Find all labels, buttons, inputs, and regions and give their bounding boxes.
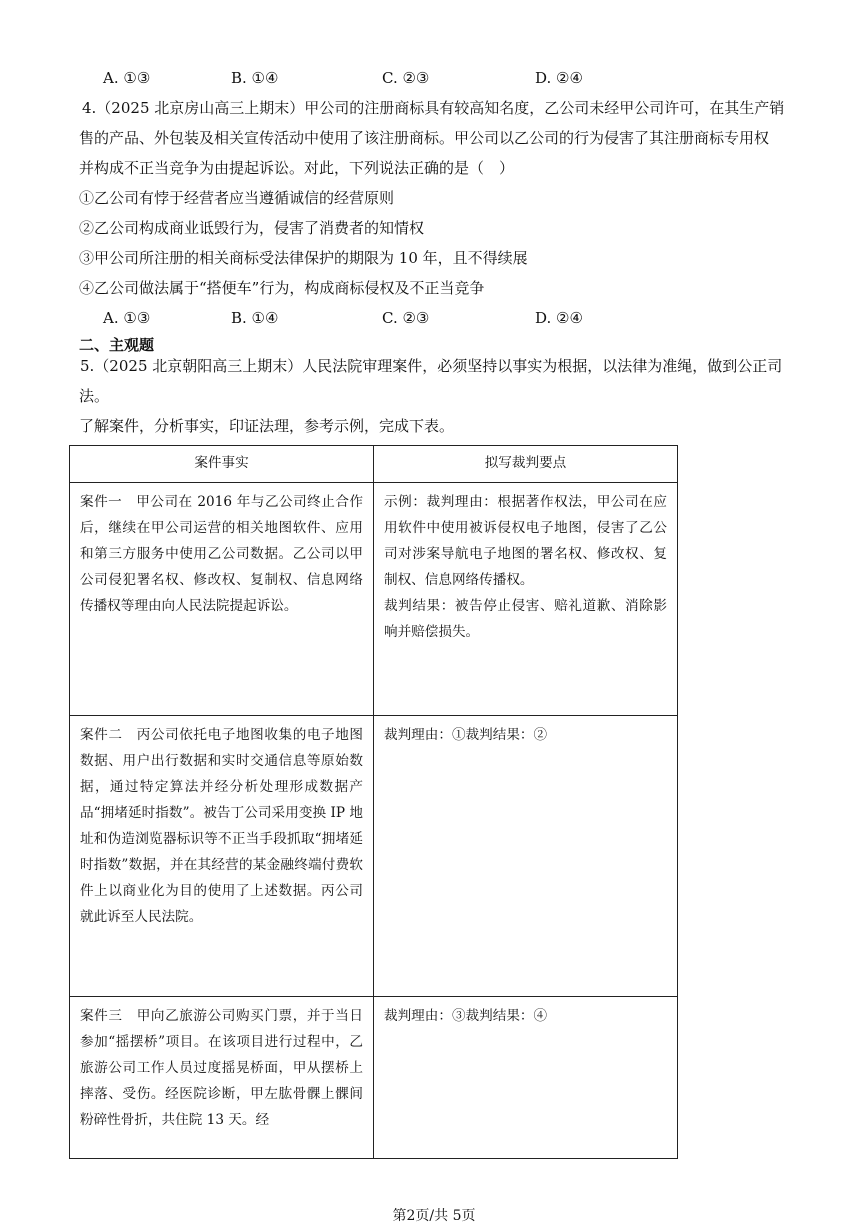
q4-statement-2: ②乙公司构成商业诋毁行为，侵害了消费者的知情权 — [79, 219, 425, 237]
case-1-points — [374, 483, 678, 716]
case-1-result: 裁判结果：被告停止侵害、赔礼道歉、消除影响并赔偿损失。 — [384, 598, 667, 640]
header-ruling-points: 拟写裁判要点 — [374, 446, 678, 483]
case-3-fact: 案件三 甲向乙旅游公司购买门票，并于当日参加“摇摆桥”项目。在该项目进行过程中，乙旅游公司工作人员过度摇晃桥面，甲从摆桥上摔落、受伤。经医院诊断，甲左肱骨髁上髁间粉碎性骨折，共住院 13 天。经 — [70, 997, 374, 1159]
q4-option-d: D. ②④ — [535, 309, 583, 327]
q4-stem-line-2: 售的产品、外包装及相关宣传活动中使用了该注册商标。甲公司以乙公司的行为侵害了其注册商标专用权 — [79, 129, 770, 147]
q4-statement-1: ①乙公司有悖于经营者应当遵循诚信的经营原则 — [79, 189, 395, 207]
q3-option-d: D. ②④ — [535, 69, 583, 87]
case-1-reason: 示例：裁判理由：根据著作权法，甲公司在应用软件中使用被诉侵权电子地图，侵害了乙公司对涉案导航电子地图的署名权、修改权、复制权、信息网络传播权。 — [384, 494, 667, 588]
q4-option-a: A. ①③ — [103, 309, 151, 327]
q3-option-a: A. ①③ — [103, 69, 151, 87]
table-row — [70, 997, 678, 1159]
q5-instruction: 了解案件，分析事实，印证法理，参考示例，完成下表。 — [79, 417, 455, 435]
case-2-fact: 案件二 丙公司依托电子地图收集的电子地图数据、用户出行数据和实时交通信息等原始数据，通过特定算法并经分析处理形成数据产品“拥堵延时指数”。被告丁公司采用变换 IP 地址和伪造浏览器标识等不正当手段抓取“拥堵延时指数”数据，并在其经营的某金融终端付费软件上以商业化为目的使用了上述数据。丙公司就此诉至人民法院。 — [70, 716, 374, 997]
q5-stem-line-2: 法。 — [79, 387, 110, 405]
case-2-answer-blank[interactable]: 裁判理由：①裁判结果：② — [374, 716, 678, 997]
q3-option-b: B. ①④ — [231, 69, 279, 87]
case-table — [69, 445, 678, 1159]
q4-option-c: C. ②③ — [382, 309, 430, 327]
q5-stem-line-1: 5.（2025 北京朝阳高三上期末）人民法院审理案件，必须坚持以事实为根据，以法律为准绳，做到公正司 — [80, 357, 783, 375]
q3-option-c: C. ②③ — [382, 69, 430, 87]
q4-stem-line-1: 4.（2025 北京房山高三上期末）甲公司的注册商标具有较高知名度，乙公司未经甲公司许可，在其生产销 — [82, 99, 785, 117]
section-title: 二、主观题 — [79, 336, 155, 354]
q4-statement-4: ④乙公司做法属于“搭便车”行为，构成商标侵权及不正当竞争 — [79, 279, 485, 297]
q4-statement-3: ③甲公司所注册的相关商标受法律保护的期限为 10 年，且不得续展 — [79, 249, 528, 267]
case-3-answer-blank[interactable]: 裁判理由：③裁判结果：④ — [374, 997, 678, 1159]
q4-option-b: B. ①④ — [231, 309, 279, 327]
q4-stem-line-3: 并构成不正当竞争为由提起诉讼。对此，下列说法正确的是（ ） — [79, 159, 515, 177]
table-row — [70, 483, 678, 716]
header-case-facts: 案件事实 — [70, 446, 374, 483]
case-1-fact: 案件一 甲公司在 2016 年与乙公司终止合作后，继续在甲公司运营的相关地图软件、应用和第三方服务中使用乙公司数据。乙公司以甲公司侵犯署名权、修改权、复制权、信息网络传播权等理由向人民法院提起诉讼。 — [70, 483, 374, 716]
table-header-row — [70, 446, 678, 483]
table-row — [70, 716, 678, 997]
page-number: 第2页/共 5页 — [392, 1208, 476, 1224]
